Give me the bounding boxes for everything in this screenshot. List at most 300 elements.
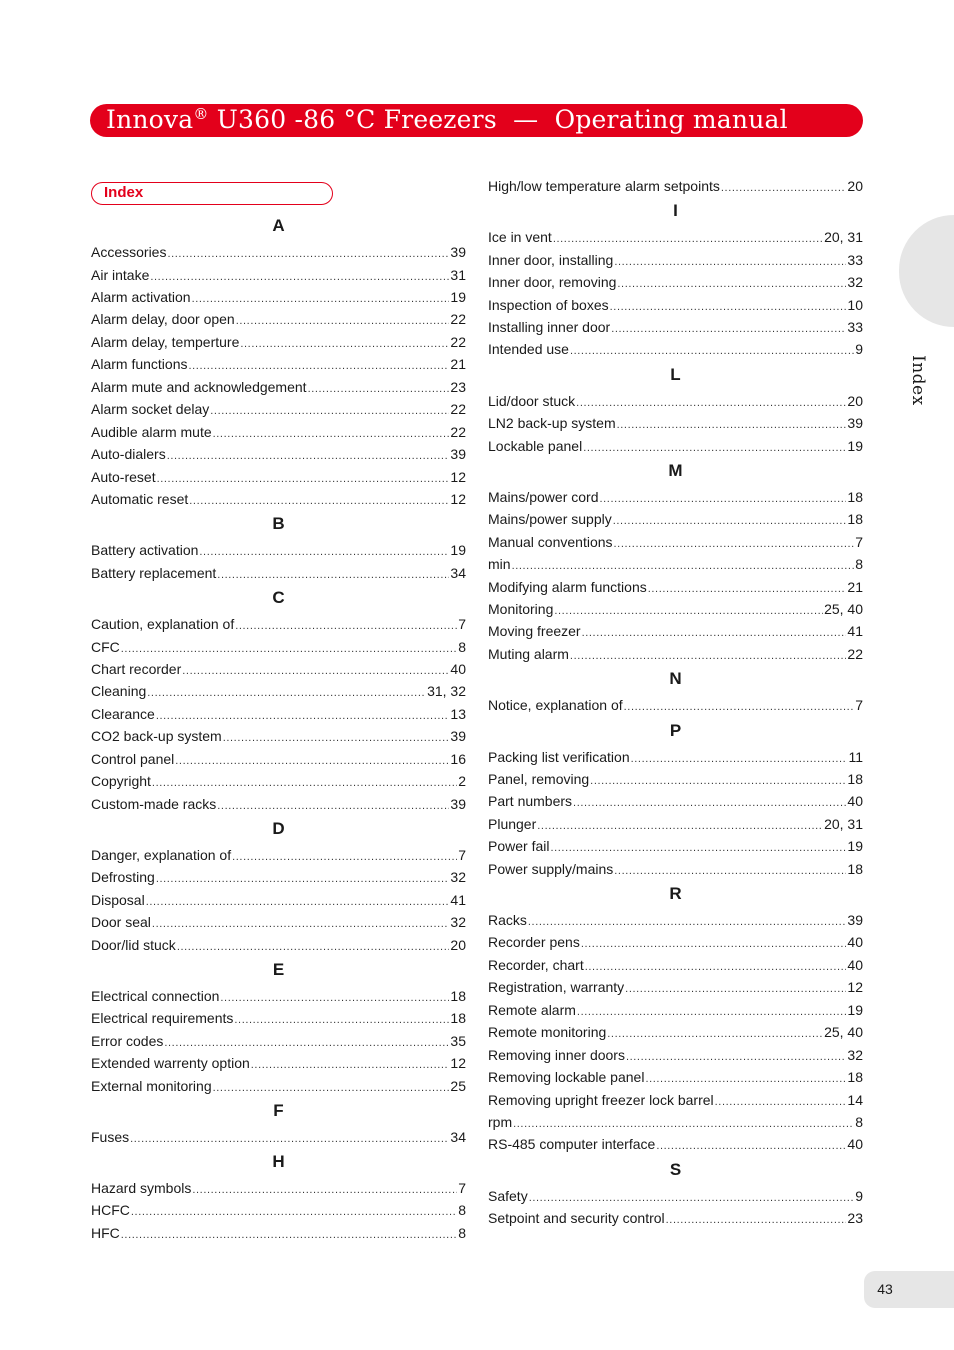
dot-leader xyxy=(626,1048,846,1066)
index-entry xyxy=(91,1201,466,1219)
index-entry-page: 7 xyxy=(458,847,466,863)
letter-heading-r: R xyxy=(669,884,682,903)
dot-leader xyxy=(130,1130,449,1148)
index-entry-label: Alarm activation xyxy=(91,289,191,305)
index-entry-page: 40 xyxy=(847,934,863,950)
index-entry-label: Remote alarm xyxy=(488,1002,576,1018)
index-entry-page: 19 xyxy=(847,838,863,854)
index-entry-page: 8 xyxy=(855,556,863,572)
index-entry-label: Custom-made racks xyxy=(91,796,217,812)
dot-leader xyxy=(573,794,846,812)
index-entry-page: 22 xyxy=(450,334,466,350)
dot-leader xyxy=(236,312,450,330)
index-entry xyxy=(91,913,466,931)
index-entry xyxy=(91,564,466,582)
dot-leader xyxy=(656,1137,846,1155)
index-entry xyxy=(91,682,466,700)
index-entry-label: Part numbers xyxy=(488,793,573,809)
index-entry-label: Mains/power cord xyxy=(488,489,599,505)
dot-leader xyxy=(631,750,848,768)
dot-leader xyxy=(177,938,450,956)
dot-leader xyxy=(513,1115,854,1133)
dot-leader xyxy=(607,1025,823,1043)
index-entry xyxy=(91,846,466,864)
dot-leader xyxy=(715,1093,847,1111)
dot-leader xyxy=(624,698,855,716)
index-entry-label: Auto-reset xyxy=(91,469,156,485)
index-entry xyxy=(488,533,863,551)
index-entry-label: Inspection of boxes xyxy=(488,297,609,313)
letter-heading-h: H xyxy=(272,1152,285,1171)
index-entry-label: Setpoint and security control xyxy=(488,1210,665,1226)
index-entry-page: 12 xyxy=(450,491,466,507)
chapter-tab-label: Index xyxy=(908,355,928,406)
index-entry xyxy=(91,378,466,396)
index-entry-page: 20, 31 xyxy=(824,816,863,832)
index-entry xyxy=(91,868,466,886)
dot-leader xyxy=(152,774,457,792)
dot-leader xyxy=(581,935,847,953)
dot-leader xyxy=(147,684,426,702)
dot-leader xyxy=(220,989,449,1007)
index-entry xyxy=(488,815,863,833)
index-entry-page: 32 xyxy=(847,274,863,290)
dot-leader xyxy=(146,893,450,911)
index-entry xyxy=(91,987,466,1005)
index-entry-label: rpm xyxy=(488,1114,513,1130)
index-entry-page: 20 xyxy=(450,937,466,953)
letter-heading-n: N xyxy=(669,669,682,688)
index-entry-label: Battery activation xyxy=(91,542,199,558)
index-entry-label: Remote monitoring xyxy=(488,1024,607,1040)
index-entry-label: CO2 back-up system xyxy=(91,728,222,744)
index-entry-page: 19 xyxy=(847,438,863,454)
index-entry xyxy=(91,1009,466,1027)
index-entry-label: Copyright xyxy=(91,773,151,789)
index-entry-label: Lid/door stuck xyxy=(488,393,576,409)
dot-leader xyxy=(554,602,823,620)
index-entry xyxy=(488,414,863,432)
index-entry-label: Notice, explanation of xyxy=(488,697,623,713)
index-entry-label: Battery replacement xyxy=(91,565,217,581)
letter-heading-c: C xyxy=(272,588,285,607)
dot-leader xyxy=(188,357,449,375)
index-entry-label: Intended use xyxy=(488,341,569,357)
index-entry-label: Defrosting xyxy=(91,869,155,885)
index-entry xyxy=(91,1054,466,1072)
dot-leader xyxy=(164,1034,449,1052)
dot-leader xyxy=(213,425,450,443)
index-entry-page: 34 xyxy=(450,1129,466,1145)
index-entry-page: 32 xyxy=(847,1047,863,1063)
index-entry-page: 8 xyxy=(458,1225,466,1241)
index-entry-page: 8 xyxy=(458,1202,466,1218)
index-entry-label: Muting alarm xyxy=(488,646,569,662)
index-entry xyxy=(91,1077,466,1095)
index-entry-label: Hazard symbols xyxy=(91,1180,192,1196)
dot-leader xyxy=(167,245,449,263)
index-entry-page: 9 xyxy=(855,341,863,357)
index-entry-label: Chart recorder xyxy=(91,661,182,677)
index-entry-page: 22 xyxy=(847,646,863,662)
title-rest: U360 -86 °C Freezers — Operating manual xyxy=(208,105,788,134)
dot-leader xyxy=(617,416,847,434)
page-number: 43 xyxy=(877,1281,893,1297)
index-entry xyxy=(488,978,863,996)
index-entry xyxy=(488,578,863,596)
index-entry-page: 18 xyxy=(847,1069,863,1085)
index-entry-page: 20 xyxy=(847,178,863,194)
letter-heading-a: A xyxy=(272,216,285,235)
index-entry-label: Modifying alarm functions xyxy=(488,579,647,595)
index-entry xyxy=(488,1187,863,1205)
dot-leader xyxy=(614,253,846,271)
index-entry xyxy=(488,837,863,855)
title-brand: Innova xyxy=(106,105,194,134)
index-entry xyxy=(91,490,466,508)
index-entry-label: Racks xyxy=(488,912,527,928)
index-entry-label: Alarm socket delay xyxy=(91,401,210,417)
registered-mark: ® xyxy=(193,105,209,123)
index-entry-label: Mains/power supply xyxy=(488,511,612,527)
index-entry-page: 25 xyxy=(450,1078,466,1094)
index-entry-label: Moving freezer xyxy=(488,623,581,639)
index-entry xyxy=(488,1068,863,1086)
index-entry-page: 39 xyxy=(847,415,863,431)
dot-leader xyxy=(234,1011,449,1029)
index-entry-label: Alarm delay, temperture xyxy=(91,334,240,350)
index-entry-page: 2 xyxy=(458,773,466,789)
dot-leader xyxy=(550,839,846,857)
index-entry-page: 40 xyxy=(847,793,863,809)
dot-leader xyxy=(213,1079,450,1097)
index-entry-page: 9 xyxy=(855,1188,863,1204)
dot-leader xyxy=(570,647,847,665)
dot-leader xyxy=(131,1203,457,1221)
dot-leader xyxy=(240,335,449,353)
index-entry-label: Safety xyxy=(488,1188,528,1204)
dot-leader xyxy=(721,179,847,197)
dot-leader xyxy=(614,862,846,880)
dot-leader xyxy=(582,624,847,642)
index-entry-page: 12 xyxy=(450,1055,466,1071)
index-entry-page: 39 xyxy=(450,446,466,462)
index-entry xyxy=(91,1032,466,1050)
index-entry-page: 34 xyxy=(450,565,466,581)
dot-leader xyxy=(648,580,847,598)
index-entry xyxy=(91,1179,466,1197)
index-entry-page: 7 xyxy=(458,1180,466,1196)
index-entry-label: LN2 back-up system xyxy=(488,415,616,431)
index-entry xyxy=(488,251,863,269)
dot-leader xyxy=(199,543,449,561)
index-entry xyxy=(488,622,863,640)
index-entry xyxy=(488,933,863,951)
index-entry-label: Manual conventions xyxy=(488,534,613,550)
index-entry xyxy=(488,792,863,810)
index-entry xyxy=(488,392,863,410)
index-entry-page: 8 xyxy=(855,1114,863,1130)
dot-leader xyxy=(192,290,450,308)
index-entry-page: 13 xyxy=(450,706,466,722)
dot-leader xyxy=(175,752,449,770)
index-entry-label: Recorder, chart xyxy=(488,957,584,973)
index-entry-page: 41 xyxy=(450,892,466,908)
index-entry xyxy=(488,437,863,455)
index-entry xyxy=(91,936,466,954)
index-entry xyxy=(488,748,863,766)
index-entry-page: 22 xyxy=(450,424,466,440)
letter-heading-f: F xyxy=(273,1101,284,1120)
index-entry-page: 18 xyxy=(847,771,863,787)
dot-leader xyxy=(617,275,846,293)
index-entry-page: 40 xyxy=(450,661,466,677)
index-entry-label: High/low temperature alarm setpoints xyxy=(488,178,720,194)
dot-leader xyxy=(308,380,450,398)
dot-leader xyxy=(553,230,823,248)
index-entry-label: Removing lockable panel xyxy=(488,1069,645,1085)
index-entry-page: 32 xyxy=(450,914,466,930)
dot-leader xyxy=(585,958,847,976)
index-entry-label: Extended warrenty option xyxy=(91,1055,250,1071)
index-entry xyxy=(91,288,466,306)
dot-leader xyxy=(152,915,450,933)
index-entry-page: 10 xyxy=(847,297,863,313)
dot-leader xyxy=(613,512,847,530)
index-entry-page: 16 xyxy=(450,751,466,767)
index-entry xyxy=(488,488,863,506)
index-entry xyxy=(91,1224,466,1242)
index-entry-label: Alarm delay, door open xyxy=(91,311,235,327)
section-label-index: Index xyxy=(91,182,333,205)
index-entry-page: 21 xyxy=(450,356,466,372)
index-entry xyxy=(91,468,466,486)
index-entry-label: Fuses xyxy=(91,1129,130,1145)
dot-leader xyxy=(590,772,846,790)
dot-leader xyxy=(121,1226,457,1244)
dot-leader xyxy=(156,870,450,888)
index-entry-page: 39 xyxy=(450,244,466,260)
index-entry-page: 39 xyxy=(450,796,466,812)
dot-leader xyxy=(529,1189,855,1207)
index-entry-label: Power supply/mains xyxy=(488,861,614,877)
index-entry xyxy=(91,705,466,723)
index-entry xyxy=(488,228,863,246)
index-entry xyxy=(488,860,863,878)
index-entry-page: 23 xyxy=(450,379,466,395)
index-entry-label: Control panel xyxy=(91,751,175,767)
index-entry xyxy=(488,1046,863,1064)
index-entry xyxy=(91,400,466,418)
index-entry-page: 41 xyxy=(847,623,863,639)
index-entry-page: 32 xyxy=(450,869,466,885)
index-entry-label: RS-485 computer interface xyxy=(488,1136,656,1152)
index-entry-label: Packing list verification xyxy=(488,749,630,765)
index-entry-page: 11 xyxy=(848,749,863,765)
dot-leader xyxy=(156,707,450,725)
dot-leader xyxy=(577,1003,847,1021)
index-entry xyxy=(488,645,863,663)
dot-leader xyxy=(235,617,457,635)
letter-heading-p: P xyxy=(669,721,682,740)
index-entry-page: 14 xyxy=(847,1092,863,1108)
index-entry xyxy=(91,541,466,559)
index-entry xyxy=(91,1128,466,1146)
index-entry-label: Plunger xyxy=(488,816,537,832)
index-entry-label: Ice in vent xyxy=(488,229,552,245)
letter-heading-m: M xyxy=(668,461,683,480)
dot-leader xyxy=(645,1070,846,1088)
dot-leader xyxy=(666,1211,847,1229)
index-entry xyxy=(488,340,863,358)
index-entry xyxy=(488,1209,863,1227)
index-entry-label: Panel, removing xyxy=(488,771,590,787)
index-entry-page: 7 xyxy=(855,534,863,550)
index-entry xyxy=(488,1001,863,1019)
index-entry-label: External monitoring xyxy=(91,1078,212,1094)
index-entry-page: 18 xyxy=(847,511,863,527)
index-entry-page: 19 xyxy=(450,542,466,558)
index-entry xyxy=(91,891,466,909)
dot-leader xyxy=(182,662,449,680)
index-entry-label: Disposal xyxy=(91,892,145,908)
index-entry xyxy=(488,555,863,573)
index-entry-label: Monitoring xyxy=(488,601,554,617)
index-entry-page: 12 xyxy=(450,469,466,485)
index-entry xyxy=(488,296,863,314)
index-entry-page: 25, 40 xyxy=(824,601,863,617)
index-entry xyxy=(488,177,863,195)
index-entry xyxy=(91,445,466,463)
index-entry-page: 8 xyxy=(458,639,466,655)
index-entry-label: Danger, explanation of xyxy=(91,847,232,863)
dot-leader xyxy=(610,298,847,316)
index-entry xyxy=(488,1023,863,1041)
index-entry-page: 22 xyxy=(450,401,466,417)
index-entry-label: Cleaning xyxy=(91,683,147,699)
index-entry-page: 20, 31 xyxy=(824,229,863,245)
index-entry xyxy=(91,750,466,768)
dot-leader xyxy=(512,557,855,575)
index-entry-page: 20 xyxy=(847,393,863,409)
index-entry-label: Air intake xyxy=(91,267,150,283)
index-entry-page: 39 xyxy=(847,912,863,928)
index-entry-page: 33 xyxy=(847,319,863,335)
dot-leader xyxy=(157,470,450,488)
index-entry-label: Lockable panel xyxy=(488,438,583,454)
index-entry-page: 25, 40 xyxy=(824,1024,863,1040)
index-entry xyxy=(488,770,863,788)
dot-leader xyxy=(210,402,449,420)
index-entry-page: 12 xyxy=(847,979,863,995)
index-entry-page: 21 xyxy=(847,579,863,595)
index-entry-page: 31 xyxy=(450,267,466,283)
letter-heading-s: S xyxy=(669,1160,682,1179)
dot-leader xyxy=(121,640,457,658)
index-entry-label: Removing inner doors xyxy=(488,1047,625,1063)
index-entry xyxy=(488,1113,863,1131)
index-entry-label: Alarm mute and acknowledgement xyxy=(91,379,307,395)
index-entry-page: 18 xyxy=(847,861,863,877)
index-entry-label: Clearance xyxy=(91,706,155,722)
dot-leader xyxy=(625,980,846,998)
index-entry xyxy=(91,333,466,351)
index-entry xyxy=(91,266,466,284)
dot-leader xyxy=(583,439,846,457)
index-entry-page: 40 xyxy=(847,957,863,973)
index-entry xyxy=(488,318,863,336)
index-entry xyxy=(488,273,863,291)
index-entry-label: Accessories xyxy=(91,244,167,260)
index-entry xyxy=(91,727,466,745)
dot-leader xyxy=(189,492,449,510)
index-entry-label: Alarm functions xyxy=(91,356,188,372)
index-entry-page: 19 xyxy=(450,289,466,305)
index-entry-page: 7 xyxy=(855,697,863,713)
index-entry xyxy=(91,423,466,441)
index-entry-label: Door seal xyxy=(91,914,151,930)
index-entry-page: 33 xyxy=(847,252,863,268)
index-entry xyxy=(91,638,466,656)
index-entry-label: Electrical requirements xyxy=(91,1010,234,1026)
dot-leader xyxy=(223,729,450,747)
index-entry-label: Door/lid stuck xyxy=(91,937,176,953)
index-entry xyxy=(91,243,466,261)
index-entry-page: 23 xyxy=(847,1210,863,1226)
index-entry-label: Inner door, installing xyxy=(488,252,614,268)
index-entry xyxy=(91,660,466,678)
index-entry-label: Automatic reset xyxy=(91,491,189,507)
index-entry xyxy=(488,1135,863,1153)
index-entry-page: 18 xyxy=(450,988,466,1004)
dot-leader xyxy=(192,1181,457,1199)
index-entry-page: 22 xyxy=(450,311,466,327)
index-entry-label: Audible alarm mute xyxy=(91,424,212,440)
dot-leader xyxy=(600,490,847,508)
dot-leader xyxy=(570,342,854,360)
dot-leader xyxy=(150,268,449,286)
dot-leader xyxy=(217,797,449,815)
index-entry xyxy=(488,510,863,528)
index-entry-label: HCFC xyxy=(91,1202,130,1218)
letter-heading-b: B xyxy=(272,514,285,533)
index-entry-page: 35 xyxy=(450,1033,466,1049)
index-entry-page: 7 xyxy=(458,616,466,632)
index-entry-page: 40 xyxy=(847,1136,863,1152)
dot-leader xyxy=(611,320,846,338)
index-entry-label: Error codes xyxy=(91,1033,164,1049)
index-entry-label: Electrical connection xyxy=(91,988,220,1004)
index-entry-page: 31, 32 xyxy=(427,683,466,699)
index-entry-page: 18 xyxy=(847,489,863,505)
index-entry-label: Installing inner door xyxy=(488,319,611,335)
index-entry xyxy=(488,956,863,974)
index-entry xyxy=(488,696,863,714)
index-entry-label: HFC xyxy=(91,1225,120,1241)
letter-heading-l: L xyxy=(670,365,681,384)
index-entry-label: CFC xyxy=(91,639,120,655)
dot-leader xyxy=(537,817,823,835)
dot-leader xyxy=(251,1056,450,1074)
manual-title-banner xyxy=(90,104,863,137)
index-entry-label: Auto-dialers xyxy=(91,446,166,462)
index-entry-page: 19 xyxy=(847,1002,863,1018)
letter-heading-i: I xyxy=(673,201,678,220)
letter-heading-d: D xyxy=(272,819,285,838)
index-entry xyxy=(91,355,466,373)
index-entry-label: Caution, explanation of xyxy=(91,616,235,632)
letter-heading-e: E xyxy=(272,960,285,979)
